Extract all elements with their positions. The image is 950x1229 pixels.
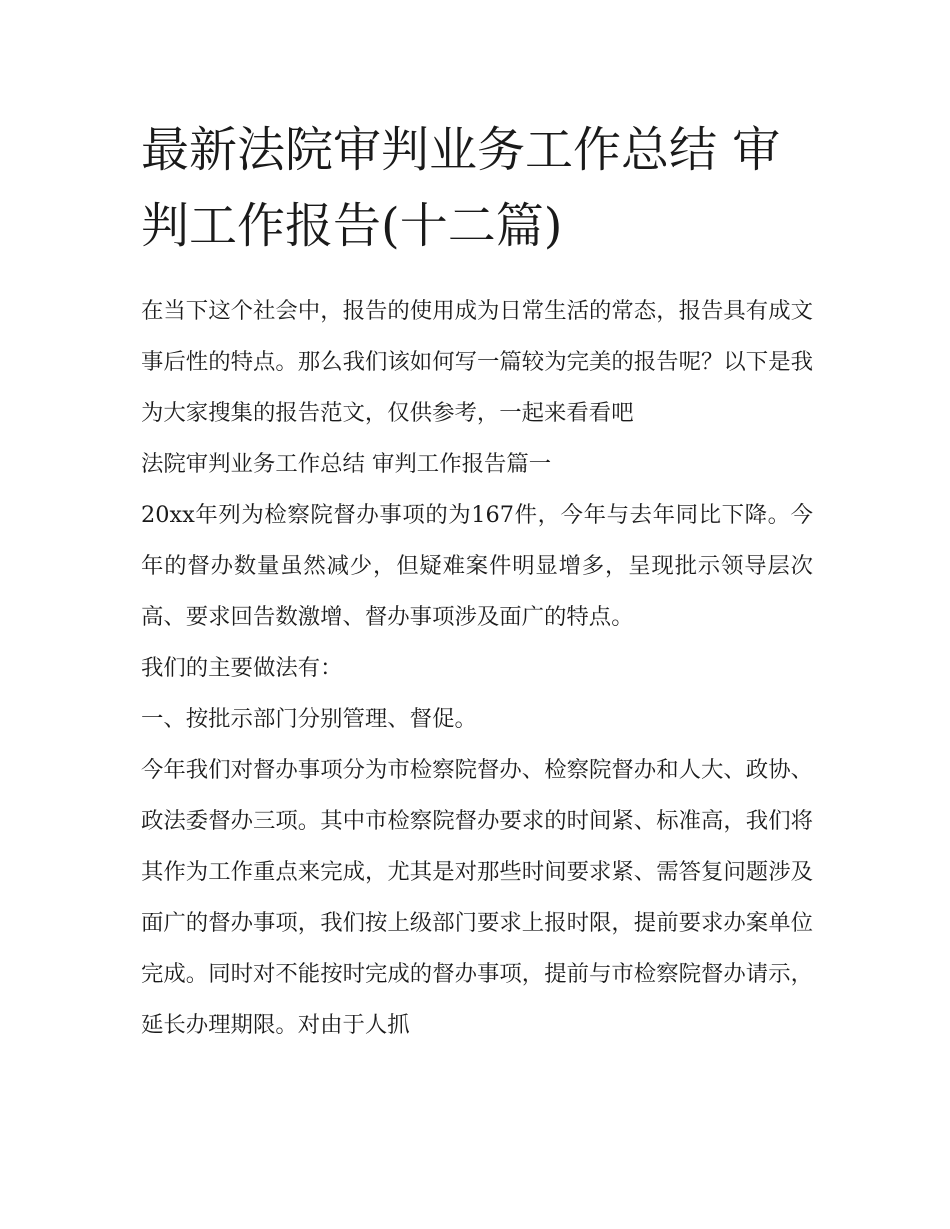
section-heading: 法院审判业务工作总结 审判工作报告篇一 [141, 451, 552, 477]
body-paragraph: 20xx年列为检察院督办事项的为167件，今年与去年同比下降。今年的督办数量虽然减少，但疑难案件明显增多，呈现批示领导层次高、要求回告数激增、督办事项涉及面广的特点。 [141, 502, 813, 630]
document-title: 最新法院审判业务工作总结 审判工作报告(十二篇) [141, 122, 781, 254]
document-body [141, 112, 813, 1051]
body-paragraph: 今年我们对督办事项分为市检察院督办、检察院督办和人大、政协、政法委督办三项。其中市检察院督办要求的时间紧、标准高，我们将其作为工作重点来完成，尤其是对那些时间要求紧、需答复问题涉及面广的督办事项，我们按上级部门要求上报时限，提前要求办案单位完成。同时对不能按时完成的督办事项，提前与市检察院督办请示，延长办理期限。对由于人抓 [141, 757, 813, 1038]
intro-paragraph: 在当下这个社会中，报告的使用成为日常生活的常态，报告具有成文事后性的特点。那么我们该如何写一篇较为完美的报告呢？以下是我为大家搜集的报告范文，仅供参考，一起来看看吧 [141, 298, 813, 426]
paragraph-list [141, 286, 813, 1051]
subsection-heading: 一、按批示部门分别管理、督促。 [141, 706, 477, 732]
body-paragraph: 我们的主要做法有： [141, 655, 343, 681]
